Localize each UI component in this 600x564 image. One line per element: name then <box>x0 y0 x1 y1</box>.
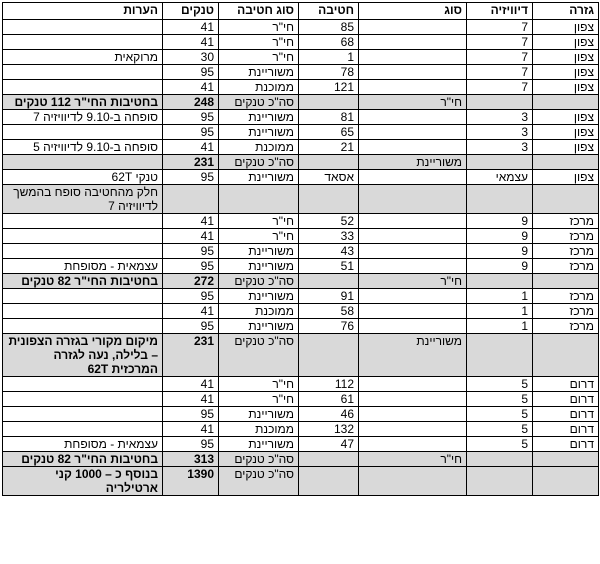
notes-cell <box>3 35 163 50</box>
table-row <box>3 259 599 274</box>
brigade-cell <box>299 452 359 467</box>
brigade-type-cell: משוריינת <box>219 65 299 80</box>
tanks-cell: 95 <box>163 437 219 452</box>
tanks-cell: 231 <box>163 334 219 377</box>
brigade-cell: 43 <box>299 244 359 259</box>
type-cell <box>359 392 467 407</box>
table-row <box>3 392 599 407</box>
table-row <box>3 214 599 229</box>
notes-cell <box>3 244 163 259</box>
notes-cell: טנקי 62T <box>3 170 163 185</box>
tanks-cell: 41 <box>163 214 219 229</box>
brigade-cell: 46 <box>299 407 359 422</box>
brigade-cell: 132 <box>299 422 359 437</box>
tanks-cell: 95 <box>163 289 219 304</box>
tanks-cell: 95 <box>163 407 219 422</box>
division-cell: 7 <box>467 20 533 35</box>
sector-cell: צפון <box>533 80 599 95</box>
tanks-cell: 41 <box>163 377 219 392</box>
notes-cell: בחטיבות החי"ר 82 טנקים <box>3 274 163 289</box>
sector-cell: צפון <box>533 35 599 50</box>
type-cell <box>359 110 467 125</box>
notes-cell: בחטיבות החי"ר 82 טנקים <box>3 452 163 467</box>
tanks-cell: 248 <box>163 95 219 110</box>
brigade-type-cell: סה"כ טנקים <box>219 452 299 467</box>
brigade-cell: 121 <box>299 80 359 95</box>
brigade-cell: אסאד <box>299 170 359 185</box>
division-cell: 7 <box>467 35 533 50</box>
tanks-cell <box>163 185 219 214</box>
brigade-type-cell: סה"כ טנקים <box>219 95 299 110</box>
brigade-type-cell: חי"ר <box>219 392 299 407</box>
brigade-cell: 91 <box>299 289 359 304</box>
table-row <box>3 407 599 422</box>
sector-cell: דרום <box>533 422 599 437</box>
type-cell <box>359 140 467 155</box>
table-container <box>2 2 598 496</box>
brigade-cell <box>299 334 359 377</box>
table-row <box>3 35 599 50</box>
brigade-type-cell: סה"כ טנקים <box>219 155 299 170</box>
division-cell: 9 <box>467 214 533 229</box>
division-cell: 9 <box>467 259 533 274</box>
notes-cell <box>3 377 163 392</box>
sector-cell: צפון <box>533 110 599 125</box>
type-cell <box>359 80 467 95</box>
brigade-cell: 65 <box>299 125 359 140</box>
brigade-type-cell: משוריינת <box>219 244 299 259</box>
brigade-type-cell: ממוכנת <box>219 304 299 319</box>
tanks-cell: 41 <box>163 422 219 437</box>
sector-cell: צפון <box>533 20 599 35</box>
sector-cell: מרכז <box>533 229 599 244</box>
brigade-cell <box>299 274 359 289</box>
table-row <box>3 50 599 65</box>
sector-cell: דרום <box>533 392 599 407</box>
division-cell: 7 <box>467 80 533 95</box>
table-row <box>3 377 599 392</box>
brigade-type-cell: משוריינת <box>219 110 299 125</box>
division-cell: 5 <box>467 392 533 407</box>
table-row <box>3 20 599 35</box>
tanks-cell: 272 <box>163 274 219 289</box>
col-brigade-type-header: סוג חטיבה <box>219 3 299 20</box>
brigade-type-cell: משוריינת <box>219 170 299 185</box>
table-row <box>3 437 599 452</box>
notes-cell: סופחה ב-9.10 לדיוויזיה 7 <box>3 110 163 125</box>
brigade-type-cell: משוריינת <box>219 319 299 334</box>
brigade-type-cell: חי"ר <box>219 229 299 244</box>
brigade-type-cell: משוריינת <box>219 259 299 274</box>
header-row <box>3 3 599 20</box>
brigade-type-cell: חי"ר <box>219 50 299 65</box>
tanks-cell: 41 <box>163 140 219 155</box>
type-cell <box>359 214 467 229</box>
tanks-cell: 41 <box>163 392 219 407</box>
table-body <box>3 20 599 496</box>
brigade-cell: 52 <box>299 214 359 229</box>
division-cell: 5 <box>467 377 533 392</box>
notes-cell <box>3 407 163 422</box>
tanks-cell: 231 <box>163 155 219 170</box>
notes-cell: עצמאית - מסופחת <box>3 259 163 274</box>
brigade-type-cell: חי"ר <box>219 20 299 35</box>
sector-cell: צפון <box>533 65 599 80</box>
type-cell <box>359 35 467 50</box>
table-row <box>3 65 599 80</box>
notes-cell <box>3 289 163 304</box>
tanks-cell: 95 <box>163 110 219 125</box>
brigade-type-cell: ממוכנת <box>219 140 299 155</box>
brigade-cell: 68 <box>299 35 359 50</box>
tanks-cell: 95 <box>163 319 219 334</box>
brigade-cell: 81 <box>299 110 359 125</box>
brigade-cell: 58 <box>299 304 359 319</box>
brigade-cell: 76 <box>299 319 359 334</box>
sector-cell <box>533 452 599 467</box>
notes-cell <box>3 319 163 334</box>
brigade-type-cell: סה"כ טנקים <box>219 274 299 289</box>
division-cell: 5 <box>467 437 533 452</box>
division-cell: 9 <box>467 244 533 259</box>
division-cell <box>467 185 533 214</box>
sector-cell: דרום <box>533 437 599 452</box>
type-cell <box>359 422 467 437</box>
tanks-cell: 30 <box>163 50 219 65</box>
brigade-cell: 112 <box>299 377 359 392</box>
division-cell <box>467 155 533 170</box>
brigade-cell <box>299 185 359 214</box>
tanks-cell: 1390 <box>163 467 219 496</box>
sector-cell: צפון <box>533 125 599 140</box>
tanks-cell: 95 <box>163 125 219 140</box>
sector-cell: דרום <box>533 407 599 422</box>
brigade-type-cell: משוריינת <box>219 437 299 452</box>
col-sector-header: גזרה <box>533 3 599 20</box>
brigade-type-cell: ממוכנת <box>219 422 299 437</box>
notes-cell <box>3 392 163 407</box>
division-cell: 1 <box>467 289 533 304</box>
sector-cell <box>533 155 599 170</box>
brigade-type-cell: חי"ר <box>219 377 299 392</box>
brigade-type-cell: משוריינת <box>219 407 299 422</box>
tanks-cell: 41 <box>163 229 219 244</box>
sector-cell: מרכז <box>533 304 599 319</box>
table-row <box>3 170 599 185</box>
table-row <box>3 80 599 95</box>
notes-cell: מרוקאית <box>3 50 163 65</box>
tanks-cell: 41 <box>163 304 219 319</box>
brigade-cell <box>299 467 359 496</box>
tanks-cell: 95 <box>163 170 219 185</box>
notes-cell: מיקום מקורי בגזרה הצפונית – בלילה, נעה לגזרה המרכזית 62T <box>3 334 163 377</box>
division-cell: 7 <box>467 65 533 80</box>
brigade-type-cell: סה"כ טנקים <box>219 467 299 496</box>
table-row <box>3 422 599 437</box>
brigade-cell <box>299 155 359 170</box>
notes-cell <box>3 20 163 35</box>
type-cell <box>359 259 467 274</box>
brigade-type-cell: חי"ר <box>219 214 299 229</box>
division-cell: 7 <box>467 50 533 65</box>
summary-row <box>3 95 599 110</box>
division-cell <box>467 467 533 496</box>
brigade-cell: 1 <box>299 50 359 65</box>
notes-cell <box>3 125 163 140</box>
sector-cell: צפון <box>533 140 599 155</box>
brigade-type-cell: חי"ר <box>219 35 299 50</box>
col-division-header: דיוויזיה <box>467 3 533 20</box>
brigade-type-cell: משוריינת <box>219 289 299 304</box>
division-cell: 5 <box>467 407 533 422</box>
type-cell <box>359 437 467 452</box>
division-cell: עצמאי <box>467 170 533 185</box>
division-cell <box>467 452 533 467</box>
notes-cell <box>3 214 163 229</box>
notes-cell: חלק מהחטיבה סופח בהמשך לדיוויזיה 7 <box>3 185 163 214</box>
type-cell: משוריינת <box>359 155 467 170</box>
sector-cell: מרכז <box>533 259 599 274</box>
notes-cell: בחטיבות החי"ר 112 טנקים <box>3 95 163 110</box>
tanks-cell: 95 <box>163 65 219 80</box>
type-cell <box>359 125 467 140</box>
notes-cell <box>3 65 163 80</box>
summary-row <box>3 334 599 377</box>
summary-row <box>3 274 599 289</box>
tanks-cell: 95 <box>163 244 219 259</box>
type-cell <box>359 289 467 304</box>
col-tanks-header: טנקים <box>163 3 219 20</box>
table-row <box>3 140 599 155</box>
division-cell: 3 <box>467 140 533 155</box>
tanks-cell: 41 <box>163 80 219 95</box>
sector-cell: צפון <box>533 50 599 65</box>
division-cell: 1 <box>467 319 533 334</box>
division-cell: 3 <box>467 110 533 125</box>
brigade-type-cell: ממוכנת <box>219 80 299 95</box>
sector-cell: דרום <box>533 377 599 392</box>
table-row <box>3 289 599 304</box>
sector-cell <box>533 95 599 110</box>
division-cell <box>467 274 533 289</box>
notes-cell <box>3 229 163 244</box>
tanks-cell: 313 <box>163 452 219 467</box>
type-cell: משוריינת <box>359 334 467 377</box>
division-cell <box>467 95 533 110</box>
notes-cell <box>3 304 163 319</box>
col-type-header: סוג <box>359 3 467 20</box>
division-cell: 9 <box>467 229 533 244</box>
summary-row <box>3 155 599 170</box>
division-cell: 3 <box>467 125 533 140</box>
type-cell <box>359 319 467 334</box>
type-cell <box>359 377 467 392</box>
table-row <box>3 229 599 244</box>
division-cell <box>467 334 533 377</box>
type-cell <box>359 407 467 422</box>
type-cell: חי"ר <box>359 95 467 110</box>
type-cell <box>359 50 467 65</box>
brigade-cell: 33 <box>299 229 359 244</box>
col-notes-header: הערות <box>3 3 163 20</box>
type-cell <box>359 229 467 244</box>
type-cell: חי"ר <box>359 452 467 467</box>
sector-cell: צפון <box>533 170 599 185</box>
brigade-cell: 21 <box>299 140 359 155</box>
brigade-type-cell <box>219 185 299 214</box>
notes-cell: סופחה ב-9.10 לדיוויזיה 5 <box>3 140 163 155</box>
sector-cell <box>533 334 599 377</box>
tanks-cell: 41 <box>163 20 219 35</box>
table-row <box>3 110 599 125</box>
brigade-type-cell: משוריינת <box>219 125 299 140</box>
tank-table <box>2 2 599 496</box>
grand-total-row <box>3 467 599 496</box>
type-cell <box>359 244 467 259</box>
col-brigade-header: חטיבה <box>299 3 359 20</box>
notes-cell <box>3 422 163 437</box>
type-cell <box>359 185 467 214</box>
sector-cell: מרכז <box>533 289 599 304</box>
brigade-type-cell: סה"כ טנקים <box>219 334 299 377</box>
brigade-cell: 85 <box>299 20 359 35</box>
notes-cell: בנוסף כ – 1000 קני ארטילריה <box>3 467 163 496</box>
sector-cell: מרכז <box>533 319 599 334</box>
brigade-cell: 78 <box>299 65 359 80</box>
division-cell: 5 <box>467 422 533 437</box>
notes-cell <box>3 155 163 170</box>
note-row <box>3 185 599 214</box>
tanks-cell: 41 <box>163 35 219 50</box>
brigade-cell: 61 <box>299 392 359 407</box>
type-cell <box>359 467 467 496</box>
tanks-cell: 95 <box>163 259 219 274</box>
division-cell: 1 <box>467 304 533 319</box>
type-cell <box>359 304 467 319</box>
table-row <box>3 319 599 334</box>
type-cell: חי"ר <box>359 274 467 289</box>
table-row <box>3 125 599 140</box>
type-cell <box>359 65 467 80</box>
summary-row <box>3 452 599 467</box>
table-row <box>3 304 599 319</box>
type-cell <box>359 20 467 35</box>
sector-cell <box>533 185 599 214</box>
notes-cell: עצמאית - מסופחת <box>3 437 163 452</box>
brigade-cell <box>299 95 359 110</box>
sector-cell: מרכז <box>533 244 599 259</box>
sector-cell <box>533 274 599 289</box>
brigade-cell: 47 <box>299 437 359 452</box>
sector-cell: מרכז <box>533 214 599 229</box>
brigade-cell: 51 <box>299 259 359 274</box>
notes-cell <box>3 80 163 95</box>
sector-cell <box>533 467 599 496</box>
type-cell <box>359 170 467 185</box>
table-row <box>3 244 599 259</box>
